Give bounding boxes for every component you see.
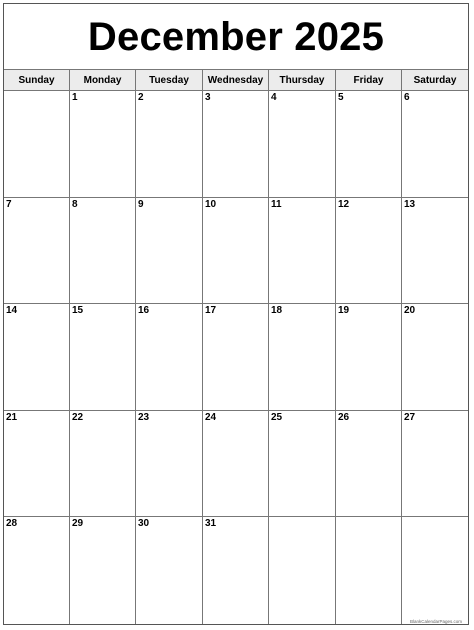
day-cell — [4, 411, 70, 518]
day-number: 4 — [271, 92, 277, 103]
day-number: 18 — [271, 305, 283, 317]
weekday-header-saturday: Saturday — [402, 70, 468, 91]
day-cell — [203, 411, 269, 518]
weekday-header-tuesday: Tuesday — [136, 70, 203, 91]
day-cell — [336, 304, 402, 411]
day-cell — [4, 198, 70, 305]
day-number: 13 — [404, 198, 416, 210]
day-number: 3 — [205, 92, 211, 103]
day-number: 21 — [6, 411, 18, 423]
day-cell — [70, 411, 136, 518]
calendar-title: December 2025 — [87, 14, 385, 59]
weekday-header-thursday: Thursday — [269, 70, 336, 91]
empty-day-cell — [4, 91, 70, 198]
day-number: 9 — [138, 198, 144, 210]
day-cell — [136, 198, 203, 305]
day-number: 20 — [404, 305, 416, 317]
day-number: 8 — [72, 198, 78, 210]
day-cell — [402, 198, 468, 305]
day-cell — [4, 517, 70, 624]
day-cell — [136, 304, 203, 411]
day-number: 17 — [205, 305, 217, 317]
weekday-header-row — [4, 70, 468, 91]
day-cell — [402, 304, 468, 411]
day-number: 11 — [271, 198, 282, 210]
day-cell — [203, 198, 269, 305]
day-number: 23 — [138, 411, 150, 423]
day-cell — [70, 517, 136, 624]
day-number: 10 — [205, 198, 217, 210]
day-number: 24 — [205, 411, 217, 423]
footer-credit: BlankCalendarPages.com — [409, 619, 462, 624]
day-cell — [402, 411, 468, 518]
day-cell — [336, 411, 402, 518]
day-cell — [269, 411, 336, 518]
day-cell — [203, 91, 269, 198]
day-number: 2 — [138, 92, 144, 103]
calendar-day-grid — [4, 91, 468, 624]
weekday-header-friday: Friday — [336, 70, 402, 91]
day-cell — [402, 91, 468, 198]
day-cell — [203, 517, 269, 624]
weekday-header-monday: Monday — [70, 70, 136, 91]
day-number: 1 — [72, 92, 78, 103]
weekday-header-sunday: Sunday — [4, 70, 70, 91]
day-number: 30 — [138, 518, 150, 530]
day-number: 14 — [6, 305, 18, 317]
day-cell — [4, 304, 70, 411]
day-number: 22 — [72, 411, 84, 423]
day-number: 28 — [6, 518, 18, 530]
day-cell — [336, 91, 402, 198]
day-number: 6 — [404, 92, 410, 103]
day-number: 29 — [72, 518, 84, 530]
day-cell — [136, 517, 203, 624]
day-cell — [136, 91, 203, 198]
day-number: 31 — [205, 518, 217, 530]
day-number: 5 — [338, 92, 344, 103]
day-cell — [70, 91, 136, 198]
day-cell — [70, 198, 136, 305]
day-cell — [269, 304, 336, 411]
day-cell — [203, 304, 269, 411]
day-number: 7 — [6, 198, 12, 210]
day-number: 16 — [138, 305, 150, 317]
day-number: 19 — [338, 305, 350, 317]
day-number: 25 — [271, 411, 283, 423]
day-cell — [269, 198, 336, 305]
day-number: 15 — [72, 305, 84, 317]
day-cell — [336, 198, 402, 305]
day-number: 12 — [338, 198, 350, 210]
empty-day-cell — [402, 517, 468, 624]
day-number: 27 — [404, 411, 416, 423]
empty-day-cell — [336, 517, 402, 624]
empty-day-cell — [269, 517, 336, 624]
weekday-header-wednesday: Wednesday — [203, 70, 269, 91]
day-cell — [136, 411, 203, 518]
day-cell — [269, 91, 336, 198]
day-number: 26 — [338, 411, 350, 423]
day-cell — [70, 304, 136, 411]
